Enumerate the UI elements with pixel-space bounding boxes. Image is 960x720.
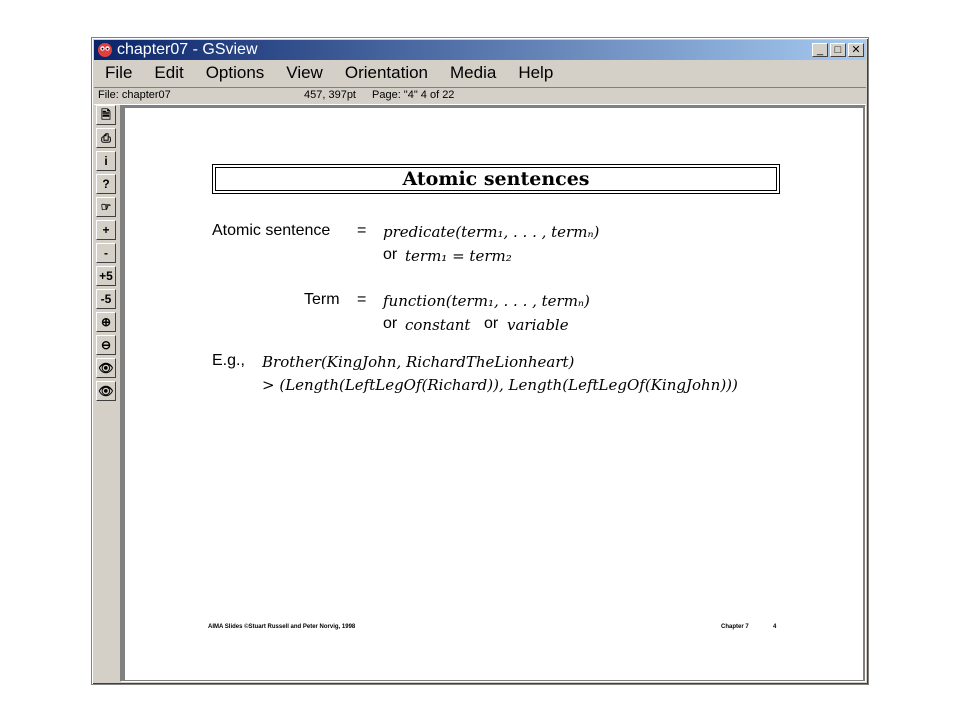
find-next-icon[interactable]: 👁: [96, 381, 116, 401]
term-or-label-2: or: [484, 315, 499, 332]
zoom-in-icon[interactable]: ⊕: [96, 312, 116, 332]
example-label: E.g.,: [212, 352, 245, 369]
footer-copyright: AIMA Slides ©Stuart Russell and Peter Norvig, 1998: [208, 624, 356, 630]
menu-orientation[interactable]: Orientation: [344, 63, 429, 82]
document-page: [125, 108, 863, 680]
info-icon[interactable]: i: [96, 151, 116, 171]
term-def-constant: constant: [405, 316, 471, 334]
status-file: File: chapter07: [98, 89, 171, 101]
example-line-1: Brother(KingJohn, RichardTheLionheart): [262, 353, 575, 371]
zoom-out-icon[interactable]: ⊖: [96, 335, 116, 355]
gsview-app-icon[interactable]: [97, 42, 113, 58]
status-bar: [94, 87, 866, 105]
toolbar: [94, 105, 118, 404]
minimize-button[interactable]: _: [812, 43, 828, 57]
menu-options[interactable]: Options: [205, 63, 265, 82]
title-bar[interactable]: [94, 40, 866, 60]
print-icon[interactable]: ⎙: [96, 128, 116, 148]
term-equals: =: [357, 291, 367, 308]
status-coordinates: 457, 397pt: [304, 89, 356, 101]
footer-chapter: Chapter 7: [721, 624, 749, 630]
atomic-def-predicate: predicate(term₁, . . . , termₙ): [383, 223, 600, 241]
back-5-icon[interactable]: -5: [96, 289, 116, 309]
footer-page-number: 4: [773, 624, 777, 630]
status-page: Page: "4" 4 of 22: [372, 89, 455, 101]
window-title: chapter07 - GSview: [117, 41, 258, 58]
find-icon[interactable]: 👁: [96, 358, 116, 378]
menu-help[interactable]: Help: [518, 63, 554, 82]
close-button[interactable]: ✕: [848, 43, 864, 57]
prev-page-icon[interactable]: -: [96, 243, 116, 263]
term-def-variable: variable: [507, 316, 569, 334]
forward-5-icon[interactable]: +5: [96, 266, 116, 286]
atomic-or-label: or: [383, 246, 398, 263]
document-viewport[interactable]: [120, 105, 866, 682]
atomic-sentence-label: Atomic sentence: [212, 222, 331, 239]
maximize-button[interactable]: □: [830, 43, 846, 57]
open-icon[interactable]: 🗎: [96, 105, 116, 125]
menu-view[interactable]: View: [286, 63, 323, 82]
term-label: Term: [304, 291, 340, 308]
slide-title: Atomic sentences: [402, 168, 590, 190]
gsview-window: [91, 37, 869, 685]
slide-title-box: [212, 164, 780, 194]
menu-edit[interactable]: Edit: [154, 63, 184, 82]
menu-file[interactable]: File: [105, 63, 133, 82]
menu-media[interactable]: Media: [450, 63, 497, 82]
goto-page-icon[interactable]: ☞: [96, 197, 116, 217]
atomic-def-equality: term₁ = term₂: [405, 247, 512, 265]
menu-bar: [94, 62, 866, 84]
next-page-icon[interactable]: +: [96, 220, 116, 240]
example-line-2: > (Length(LeftLegOf(Richard)), Length(LeftLegOf(KingJohn))): [262, 376, 738, 394]
term-or-label: or: [383, 315, 398, 332]
term-def-function: function(term₁, . . . , termₙ): [383, 292, 590, 310]
atomic-equals: =: [357, 222, 367, 239]
help-icon[interactable]: ?: [96, 174, 116, 194]
